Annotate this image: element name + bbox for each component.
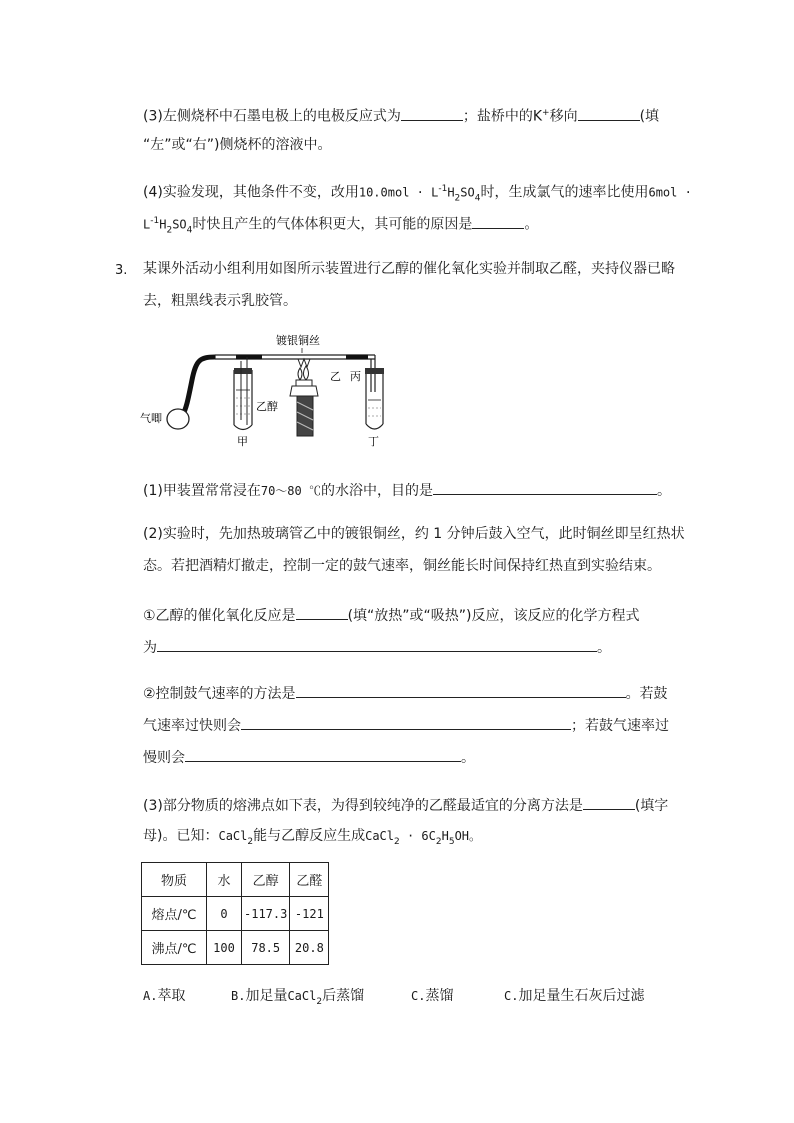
q2-part4-line1: (4)实验发现，其他条件不变，改用$10.0mol \cdot L^{-1}H_2SO_4$时，生成氯气的速率比使用6mol ·: [143, 184, 692, 204]
q2-part3-line2: “左”或“右”)侧烧杯的溶液中。: [143, 137, 332, 153]
answer-blank[interactable]: [401, 106, 463, 121]
choice-a[interactable]: A.萃取: [143, 988, 186, 1004]
choice-c-second[interactable]: C.加足量生石灰后过滤: [504, 988, 645, 1004]
label-ding: 丁: [368, 435, 379, 448]
table-header-cell: 乙醇: [242, 863, 290, 897]
q3-intro-line1: 某课外活动小组利用如图所示装置进行乙醇的催化氧化实验并制取乙醛，夹持仪器已略: [143, 261, 675, 277]
properties-table: [141, 862, 329, 965]
q3-intro-line2: 去，粗黑线表示乳胶管。: [143, 293, 297, 309]
table-cell: 0: [207, 897, 242, 931]
q3-part2-line2: 态。若把酒精灯撤走，控制一定的鼓气速率，铜丝能长时间保持红热直到实验结束。: [143, 558, 661, 574]
answer-blank[interactable]: [185, 747, 461, 762]
answer-blank[interactable]: [472, 214, 524, 229]
q3-part3-line2: 母)。已知：CaCl$_2$能与乙醇反应生成CaCl$_2$ · $6C_2H_5OH$。: [143, 828, 482, 847]
table-row: [142, 897, 329, 931]
table-header-cell: 乙醛: [290, 863, 329, 897]
table-cell: -121: [290, 897, 329, 931]
table-header-row: [142, 863, 329, 897]
choice-b[interactable]: B.加足量CaCl$_2$后蒸馏: [231, 988, 365, 1007]
answer-blank[interactable]: [296, 683, 626, 698]
label-yi: 乙: [330, 370, 341, 383]
q3-part2-line1: (2)实验时，先加热玻璃管乙中的镀银铜丝，约 1 分钟后鼓入空气，此时铜丝即呈红热状: [143, 526, 685, 542]
answer-blank[interactable]: [296, 605, 348, 620]
q3-part3-line1: (3)部分物质的熔沸点如下表，为得到较纯净的乙醛最适宜的分离方法是 (填字: [143, 795, 668, 815]
label-jia: 甲: [237, 435, 248, 448]
q3-part2-sub1-line2: 为 。: [143, 637, 611, 657]
q2-part4-line2: $L^{-1}H_2SO_4$时快且产生的气体体积更大，其可能的原因是 。: [143, 212, 538, 239]
q3-part2-sub2-line3: 慢则会 。: [143, 747, 475, 767]
table-cell: 熔点/℃: [142, 897, 207, 931]
table-row: [142, 931, 329, 965]
q3-part2-sub1-line1: ①乙醇的催化氧化反应是 (填“放热”或“吸热”)反应，该反应的化学方程式: [143, 605, 640, 625]
table-cell: 78.5: [242, 931, 290, 965]
test-tube-jia: [234, 357, 252, 430]
alcohol-lamp: [290, 366, 318, 436]
table-header-cell: 水: [207, 863, 242, 897]
answer-blank[interactable]: [157, 637, 597, 652]
table-cell: -117.3: [242, 897, 290, 931]
table-cell: 沸点/℃: [142, 931, 207, 965]
table-cell: 20.8: [290, 931, 329, 965]
answer-blank[interactable]: [578, 106, 640, 121]
label-ethanol: 乙醇: [256, 400, 278, 413]
label-bing: 丙: [350, 370, 361, 383]
question-number: 3.: [115, 263, 128, 278]
table-cell: 100: [207, 931, 242, 965]
label-wire: 镀银铜丝: [276, 334, 320, 347]
silver-copper-wire: [298, 359, 310, 367]
label-pump: 气唧: [140, 412, 162, 425]
answer-blank[interactable]: [433, 480, 657, 495]
choice-c[interactable]: C.蒸馏: [411, 988, 454, 1004]
q3-part2-sub2-line2: 气速率过快则会 ；若鼓气速率过: [143, 715, 669, 735]
table-header-cell: 物质: [142, 863, 207, 897]
q3-part2-sub2-line1: ②控制鼓气速率的方法是 。若鼓: [143, 683, 668, 703]
q2-part3-line1: (3)左侧烧杯中石墨电极上的电极反应式为 ；盐桥中的K+移向 (填: [143, 104, 659, 126]
apparatus-diagram: [140, 330, 400, 450]
q3-part1: (1)甲装置常常浸在70～80 ℃的水浴中，目的是 。: [143, 480, 671, 500]
answer-blank[interactable]: [241, 715, 571, 730]
answer-blank[interactable]: [583, 795, 635, 810]
